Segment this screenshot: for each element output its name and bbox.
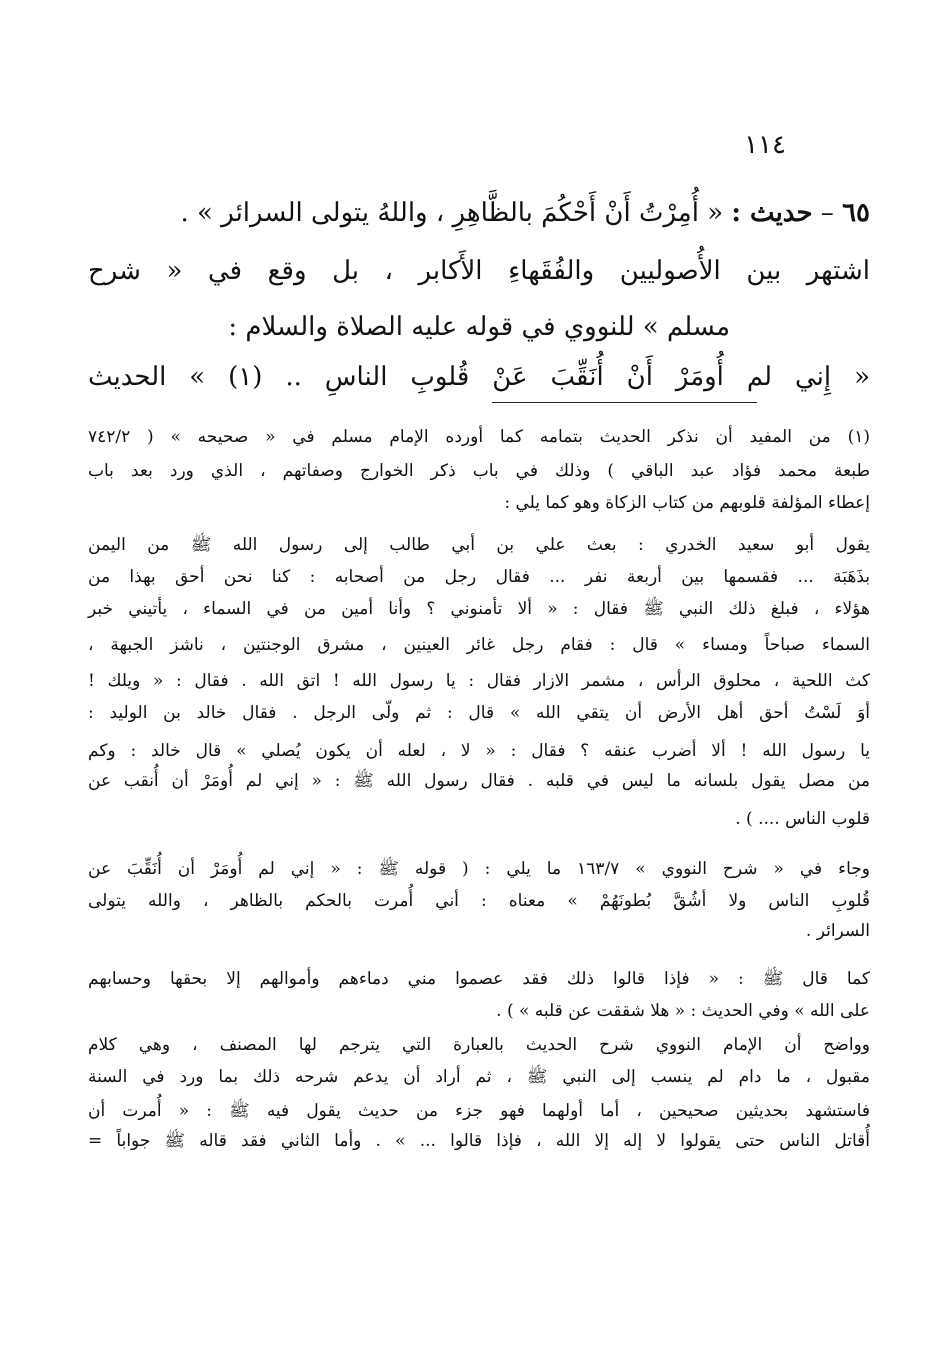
- footnote-line: يا رسول الله ! ألا أضرب عنقه ؟ فقال : « لا ، لعله أن يكون يُصلي » قال خالد : وكم: [88, 741, 870, 761]
- footnote-line: كما قال ﷺ : « فإذا قالوا ذلك فقد عصموا مني دماءهم وأموالهم إلا بحقها وحسابهم: [88, 969, 870, 989]
- footnote-line: قُلوبِ الناس ولا أشُقَّ بُطونَهُمْ » معناه : أني أُمرت بالحكم بالظاهر ، والله يتولى: [88, 891, 870, 911]
- hadith-heading: ٦٥ – حديث : « أُمِرْتُ أَنْ أَحْكُمَ بالظَّاهِرِ ، واللهُ يتولى السرائر » .: [180, 198, 870, 228]
- hadith-text: « أُمِرْتُ أَنْ أَحْكُمَ بالظَّاهِرِ ، واللهُ يتولى السرائر » .: [180, 198, 724, 228]
- footnote-line: قلوب الناس .... ) .: [735, 809, 870, 829]
- footnote-line: بذَهَبَة ... فقسمها بين أربعة نفر ... فقال رجل من أصحابه : كنا نحن أحق بهذا من: [88, 567, 870, 587]
- footnote-line: كث اللحية ، محلوق الرأس ، مشمر الازار فقال : يا رسول الله ! اتق الله . فقال : « ويلك !: [88, 671, 870, 691]
- footnote-line: هؤلاء ، فبلغ ذلك النبي ﷺ فقال : « ألا تأمنوني ؟ وأنا أمين من في السماء ، يأتيني خبر: [88, 599, 870, 619]
- footnote-line: من مصل يقول بلسانه ما ليس في قلبه . فقال رسول الله ﷺ : « إني لم أُومَرْ أن أُنقب عن: [88, 771, 870, 791]
- body-line: « إِني لم أُومَرْ أَنْ أُنَقِّبَ عَنْ قُلوبِ الناسِ .. (١) » الحديث: [88, 362, 870, 392]
- hadith-label: حديث :: [731, 198, 813, 228]
- body-line: اشتهر بين الأُصوليين والفُقَهاءِ الأَكابر ، بل وقع في « شرح: [88, 256, 870, 286]
- footnote-line: طبعة محمد فؤاد عبد الباقي ) وذلك في باب ذكر الخوارج وصفاتهم ، الذي ورد بعد باب: [88, 461, 870, 481]
- page-number: ١١٤: [744, 130, 786, 160]
- footnote-line: السرائر .: [805, 921, 870, 941]
- hadith-number: ٦٥: [842, 198, 870, 228]
- footnote-line: (١) من المفيد أن نذكر الحديث بتمامه كما أورده الإمام مسلم في « صحيحه » ( ٧٤٢/٢: [88, 427, 870, 447]
- footnote-line: مقبول ، ما دام لم ينسب إلى النبي ﷺ ، ثم أراد أن يدعم شرحه ذلك بما ورد في السنة: [88, 1067, 870, 1087]
- footnote-line: وجاء في « شرح النووي » ١٦٣/٧ ما يلي : ( قوله ﷺ : « إني لم أُومَرْ أن أُنَقِّبَ عن: [88, 859, 870, 879]
- footnote-separator: [492, 402, 757, 403]
- footnote-line: فاستشهد بحديثين صحيحين ، أما أولهما فهو جزء من حديث يقول فيه ﷺ : « أُمرت أن: [88, 1101, 870, 1121]
- footnote-line: أوَ لَسْتُ أحق أهل الأرض أن يتقي الله » قال : ثم ولّى الرجل . فقال خالد بن الوليد :: [88, 703, 870, 723]
- body-line: مسلم » للنووي في قوله عليه الصلاة والسلام :: [228, 312, 730, 342]
- footnote-line: السماء صباحاً ومساء » قال : فقام رجل غائر العينين ، مشرق الوجنتين ، ناشز الجبهة ،: [88, 635, 870, 655]
- footnote-line: وواضح أن الإمام النووي شرح الحديث بالعبارة التي يترجم لها المصنف ، وهي كلام: [88, 1035, 870, 1055]
- footnote-line: إعطاء المؤلفة قلوبهم من كتاب الزكاة وهو كما يلي :: [504, 493, 870, 513]
- footnote-line: أُقاتل الناس حتى يقولوا لا إله إلا الله ، فإذا قالوا ... » . وأما الثاني فقد قاله ﷺ جواباً =: [88, 1131, 870, 1151]
- footnote-line: على الله » وفي الحديث : « هلا شققت عن قلبه » ) .: [496, 1001, 870, 1021]
- footnote-line: يقول أبو سعيد الخدري : بعث علي بن أبي طالب إلى رسول الله ﷺ من اليمن: [88, 535, 870, 555]
